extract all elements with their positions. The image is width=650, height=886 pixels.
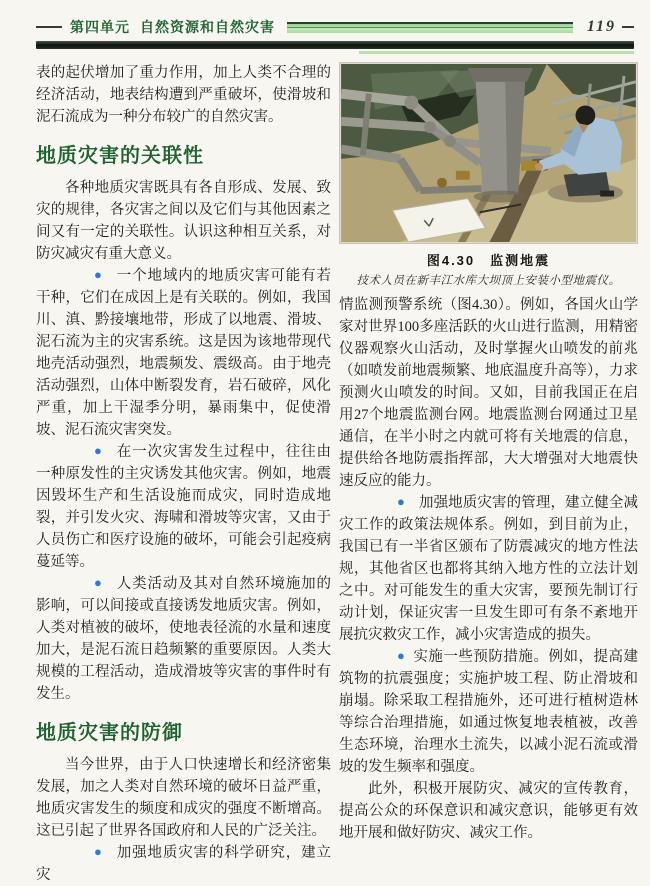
bullet-text: 加强地质灾害的科学研究，建立灾 bbox=[36, 845, 331, 883]
bullet-text: 一个地域内的地质灾害可能有若干种，它们在成因上是有关联的。例如，我国川、滇、黔接壤地带，形成了以地震、滑坡、泥石流为主的灾害系统。这是因为该地带现代地壳活动强烈，地震频发、震级高。由于地壳活动强烈，山体中断裂发育，岩石破碎，风化严重，加上干湿季分明，暴雨集中，促使滑坡、泥石流灾害突发。 bbox=[36, 268, 331, 438]
bullet-icon: ● bbox=[94, 575, 102, 590]
bullet-paragraph bbox=[36, 573, 331, 705]
chapter-title: 自然资源和自然灾害 bbox=[140, 19, 275, 35]
section-heading-relations: 地质灾害的关联性 bbox=[36, 145, 204, 167]
header-left-dash bbox=[36, 26, 62, 28]
bullet-icon: ● bbox=[94, 844, 102, 859]
bullet-paragraph bbox=[36, 265, 331, 441]
paragraph-lead: 当今世界，由于人口快速增长和经济密集发展，加之人类对自然环境的破坏日益严重，地质灾害发生的频度和成灾的强度不断增高。这已引起了世界各国政府和人民的广泛关注。 bbox=[36, 757, 331, 839]
section-heading-prevention: 地质灾害的防御 bbox=[36, 722, 183, 744]
figure-caption: 图4.30 监测地震 bbox=[426, 253, 551, 268]
unit-label: 第四单元 bbox=[70, 19, 130, 35]
page-header bbox=[36, 18, 634, 36]
bullet-text: 在一次灾害发生过程中，往往由一种原发性的主灾诱发其他灾害。例如，地震因毁坏生产和生活设施而成灾，同时造成地裂，并引发火灾、海啸和滑坡等灾害，又由于人员伤亡和医疗设施的破坏，可能会引起疫病蔓延等。 bbox=[36, 444, 331, 570]
bullet-text: 实施一些预防措施。例如，提高建筑物的抗震强度；实施护坡工程、防止滑坡和崩塌。除采取工程措施外，还可进行植树造林等综合治理措施，如通过恢复地表植被，改善生态环境，治理水土流失，以减小泥石流或滑坡的发生频率和强度。 bbox=[339, 649, 638, 775]
header-dark-bar bbox=[36, 41, 634, 49]
bullet-paragraph bbox=[36, 441, 331, 573]
dam-photo-illustration bbox=[341, 64, 636, 242]
header-title bbox=[62, 17, 285, 37]
figure-note: 技术人员在新丰江水库大坝顶上安装小型地震仪。 bbox=[356, 275, 621, 287]
bullet-text: 加强地质灾害的管理，建立健全减灾工作的政策法规体系。例如，到目前为止，我国已有一半省区颁布了防震减灾的地方性法规，其他省区也都将其纳入地方性的立法计划之中。对可能发生的重大灾害，要预先制订行动计划，保证灾害一旦发生即可有条不紊地开展抗灾救灾工作，减小灾害造成的损失。 bbox=[339, 495, 638, 643]
bullet-paragraph bbox=[339, 646, 638, 778]
bullet-icon: ● bbox=[397, 648, 405, 663]
header-green-underline bbox=[359, 51, 634, 54]
paragraph-closing: 此外，积极开展防灾、减灾的宣传教育，提高公众的环保意识和减灾意识，能够更有效地开展和做好防灾、减灾工作。 bbox=[339, 781, 638, 841]
right-column bbox=[339, 62, 638, 886]
left-column bbox=[36, 62, 331, 886]
figure-photo bbox=[339, 62, 638, 244]
paragraph-continuation: 情监测预警系统（图4.30）。例如，各国火山学家对世界100多座活跃的火山进行监测，用精密仪器观察火山活动，及时掌握火山喷发的前兆（如喷发前地震频繁、地底温度升高等），力求预测火山喷发的时间。又如，目前我国正在启用27个地震监测台网。地震监测台网通过卫星通信，在半小时之内就可将有关地震的信息，提供给各地防震指挥部，大大增强对大地震快速反应的能力。 bbox=[339, 297, 638, 489]
bullet-icon: ● bbox=[94, 267, 102, 282]
bullet-icon: ● bbox=[94, 443, 102, 458]
bullet-icon: ● bbox=[397, 494, 405, 509]
header-green-band bbox=[287, 22, 573, 33]
bullet-text: 人类活动及其对自然环境施加的影响，可以间接或直接诱发地质灾害。例如，人类对植被的破坏，使地表径流的水量和速度加大，是泥石流日趋频繁的重要原因。人类大规模的工程活动，造成滑坡等灾害的事件时有发生。 bbox=[36, 576, 331, 702]
bullet-paragraph bbox=[36, 842, 331, 886]
bullet-paragraph bbox=[339, 492, 638, 646]
page-body bbox=[36, 62, 638, 886]
paragraph-continuation: 表的起伏增加了重力作用，加上人类不合理的经济活动，地表结构遭到严重破坏，使滑坡和泥石流成为一种分布较广的自然灾害。 bbox=[36, 65, 331, 125]
page-number: 119 bbox=[586, 18, 616, 35]
header-right-dash bbox=[622, 26, 634, 28]
paragraph-lead: 各种地质灾害既具有各自形成、发展、致灾的规律，各灾害之间以及它们与其他因素之间又有一定的关联性。认识这种相互关系，对防灾减灾有重大意义。 bbox=[36, 180, 331, 262]
